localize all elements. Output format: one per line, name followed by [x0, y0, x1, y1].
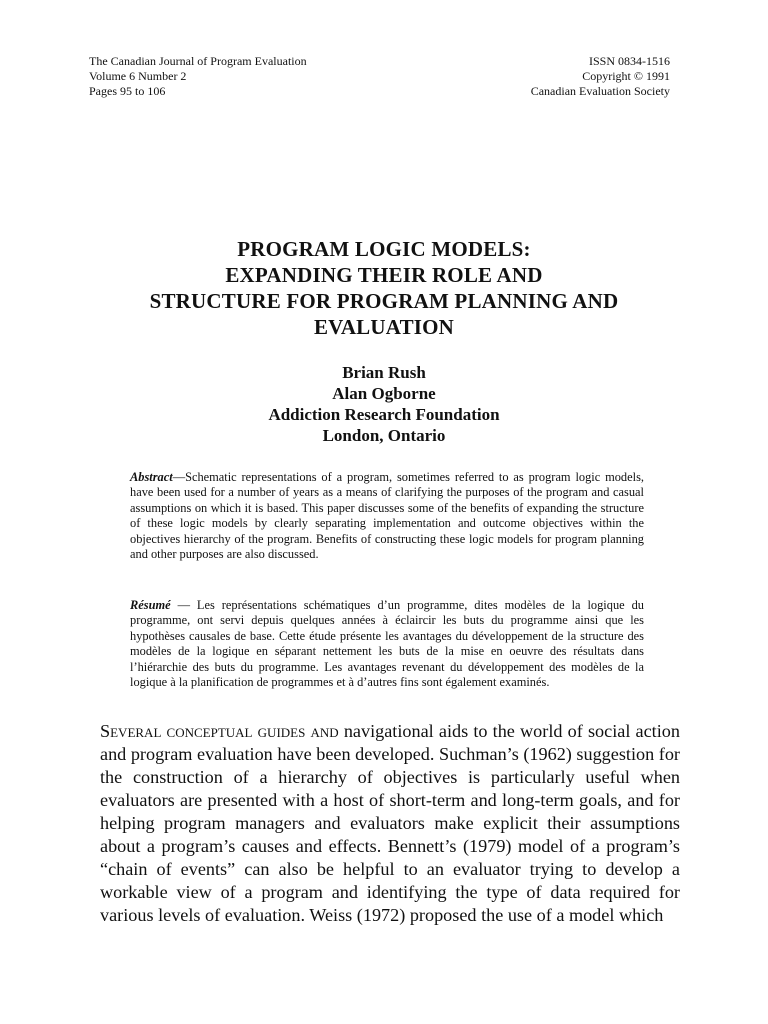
resume: [130, 598, 644, 690]
title-line: EVALUATION: [313, 315, 455, 339]
copyright: Copyright © 1991: [582, 69, 670, 83]
issn: ISSN 0834-1516: [588, 54, 670, 68]
abstract-label: Abstract: [130, 470, 173, 484]
abstract-text: —Schematic representations of a program, sometimes referred to as program logic models, have been used for a number of years as a means of clarifying the purposes of the program and casual assumptions on which it is based. This paper discusses some of the benefits of expanding the structure of these logic models by clearly separating implementation and outcome objectives within the objectives hierarchy of the program. Benefits of constructing these logic models for program planning and other purposes are also discussed.: [130, 470, 644, 562]
journal-pages: Pages 95 to 106: [89, 84, 166, 98]
society-name: Canadian Evaluation Society: [530, 84, 670, 98]
article-title: [80, 236, 688, 340]
body-text: navigational aids to the world of social action and program evaluation have been developed. Suchman’s (1962) suggestion for the construction of a hierarchy of objectives is particularly useful when evaluators are presented with a host of short-term and long-term goals, and for helping program managers and evaluators make explicit their assumptions about a program’s causes and effects. Bennett’s (1979) model of a program’s “chain of events” can also be helpful to an evaluator trying to develop a workable view of a program and identifying the type of data required for various levels of evaluation. Weiss (1972) proposed the use of a model which: [100, 721, 680, 925]
author-affiliation: Addiction Research Foundation: [268, 405, 500, 424]
author-block: [80, 362, 688, 446]
abstract: [130, 470, 644, 562]
body-paragraph: [100, 720, 680, 927]
journal-name: The Canadian Journal of Program Evaluation: [89, 54, 307, 68]
title-line: EXPANDING THEIR ROLE AND: [225, 263, 543, 287]
publication-info: [531, 54, 670, 99]
body-lead: Several conceptual guides and: [100, 721, 339, 741]
author-name: Brian Rush: [342, 363, 426, 382]
resume-text: — Les représentations schématiques d’un programme, dites modèles de la logique du programme, ont servi depuis quelques années à éclaircir les buts du programme ainsi que les hypothèses causales de base. Cette étude présente les avantages du développement de la structure des modèles de la logique en séparant nettement les buts de la mise en oeuvre des résultats dans l’hiérarchie des buts du programme. Les avantages revenant du développement des modèles de la logique à la planification de programmes et à d’autres fins sont également examinés.: [130, 598, 644, 690]
resume-label: Résumé: [130, 598, 171, 612]
author-location: London, Ontario: [322, 426, 446, 445]
title-line: STRUCTURE FOR PROGRAM PLANNING AND: [149, 289, 619, 313]
journal-header: [89, 54, 307, 99]
title-line: PROGRAM LOGIC MODELS:: [237, 237, 531, 261]
author-name: Alan Ogborne: [332, 384, 436, 403]
journal-volume: Volume 6 Number 2: [89, 69, 187, 83]
